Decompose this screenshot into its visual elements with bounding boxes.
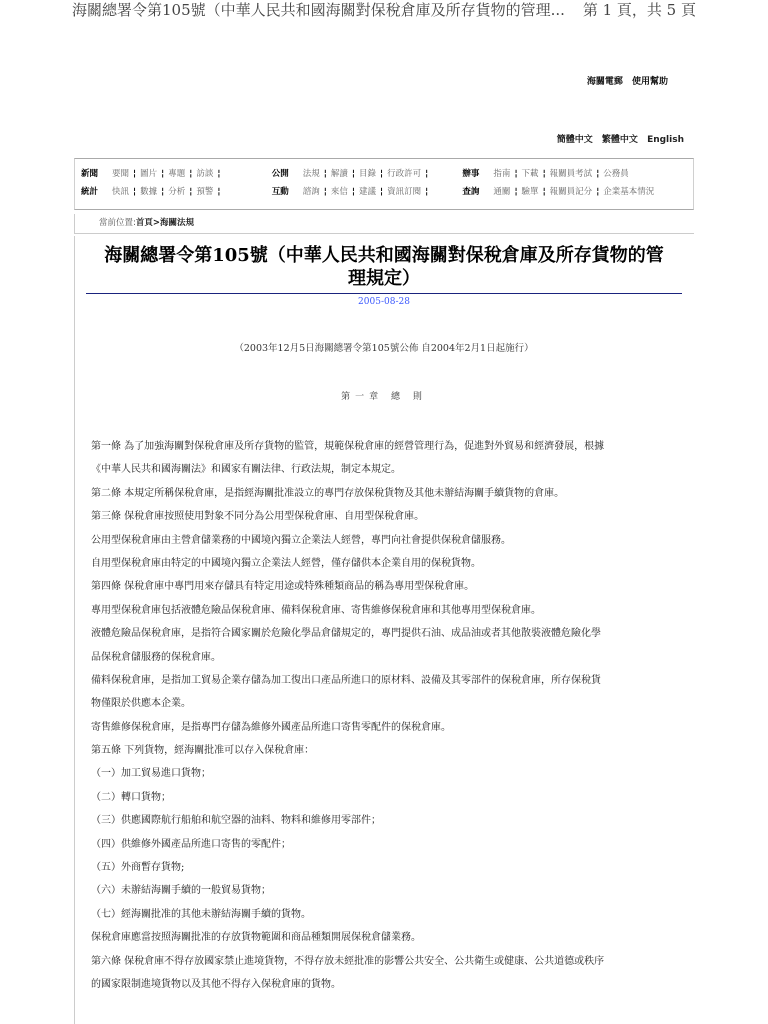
nav-group-interaction: 互動 諮詢 ¦ 來信 ¦ 建議 ¦ 資訊訂閱 ¦ [271,187,429,197]
body-line: （五）外商暫存貨物; [91,862,185,874]
article-body [91,435,691,996]
customs-email-link[interactable]: 海關電郵 [586,77,623,87]
body-line: 液體危險品保稅倉庫，是指符合國家關於危險化學品倉儲規定的，專門提供石油、成品油或者其他散裝液體危險化學 [91,628,601,640]
breadcrumb [74,214,694,234]
nav-head-query[interactable]: 查詢 [462,187,480,197]
body-line: （二）轉口貨物； [91,791,171,803]
nav-item[interactable]: 資訊訂閱 [387,187,422,197]
top-links [581,74,668,87]
breadcrumb-prefix: 當前位置: [99,218,136,228]
body-line: 第四條 保稅倉庫中專門用來存儲具有特定用途或特殊種類商品的稱為專用型保稅倉庫。 [91,581,475,593]
nav-row-2 [81,185,682,199]
nav-head-services[interactable]: 辦事 [462,169,480,179]
body-line: 第二條 本規定所稱保稅倉庫，是指經海關批准設立的專門存放保稅貨物及其他未辦結海關手續貨物的倉庫。 [91,487,565,499]
body-line: 專用型保稅倉庫包括液體危險品保稅倉庫、備料保稅倉庫、寄售維修保稅倉庫和其他專用型保稅倉庫。 [91,604,541,616]
help-link[interactable]: 使用幫助 [631,77,668,87]
nav-head-statistics[interactable]: 統計 [81,187,99,197]
nav-head-news[interactable]: 新聞 [81,169,99,179]
nav-item[interactable]: 訪談 [196,169,214,179]
nav-item[interactable]: 要聞 [112,169,130,179]
nav-item[interactable]: 快訊 [112,187,130,197]
body-line: 備料保稅倉庫，是指加工貿易企業存儲為加工復出口產品所進口的原材料、設備及其零部件的保稅倉庫，所存保稅貨 [91,674,601,686]
print-header [0,0,768,24]
body-line: 物僅限於供應本企業。 [91,698,191,710]
nav-row-1 [81,167,682,181]
nav-item[interactable]: 目錄 [358,169,376,179]
body-line: 保稅倉庫應當按照海關批准的存放貨物範圍和商品種類開展保稅倉儲業務。 [91,932,421,944]
print-page-number: 第 1 頁，共 5 頁 [582,1,696,19]
body-line: 自用型保稅倉庫由特定的中國境內獨立企業法人經營，僅存儲供本企業自用的保稅貨物。 [91,557,481,569]
body-line: 第五條 下列貨物，經海關批准可以存入保稅倉庫： [91,745,315,757]
nav-group-public: 公開 法規 ¦ 解讀 ¦ 目錄 ¦ 行政許可 ¦ [271,169,429,179]
nav-item[interactable]: 預警 [196,187,214,197]
body-line: 公用型保稅倉庫由主營倉儲業務的中國境內獨立企業法人經營，專門向社會提供保稅倉儲服務。 [91,534,511,546]
body-line: （一）加工貿易進口貨物； [91,768,211,780]
nav-group-query: 查詢 通關 ¦ 驗單 ¦ 報關員記分 ¦ 企業基本情況 [462,187,655,197]
lang-traditional-link[interactable]: 繁體中文 [601,135,638,145]
nav-item[interactable]: 報關員記分 [549,187,593,197]
nav-item[interactable]: 通關 [493,187,511,197]
nav-head-interaction[interactable]: 互動 [271,187,289,197]
lang-english-link[interactable]: English [647,135,684,145]
nav-item[interactable]: 專題 [168,169,186,179]
title-divider [86,293,682,294]
chapter-heading: 第一章 總 則 [341,392,427,402]
breadcrumb-path[interactable]: 首頁>海關法規 [135,218,194,228]
nav-item[interactable]: 企業基本情況 [603,187,655,197]
nav-group-services: 辦事 指南 ¦ 下載 ¦ 報關員考試 ¦ 公務員 [462,169,629,179]
lang-simplified-link[interactable]: 簡體中文 [556,135,593,145]
language-links [551,132,684,145]
nav-item[interactable]: 來信 [330,187,348,197]
nav-group-news: 新聞 要聞 ¦ 圖片 ¦ 專題 ¦ 訪談 ¦ [81,169,221,179]
article-title-line-1: 海關總署令第105號（中華人民共和國海關對保稅倉庫及所存貨物的管 [104,245,664,266]
nav-item[interactable]: 建議 [358,187,376,197]
nav-item[interactable]: 數據 [140,187,158,197]
body-line: 的國家限制進境貨物以及其他不得存入保稅倉庫的貨物。 [91,978,341,990]
nav-item[interactable]: 分析 [168,187,186,197]
article-title-line-2: 理規定） [348,268,420,289]
body-line: 第三條 保稅倉庫按照使用對象不同分為公用型保稅倉庫、自用型保稅倉庫。 [91,511,425,523]
article-date: 2005-08-28 [358,297,410,307]
nav-item[interactable]: 驗單 [521,187,539,197]
nav-item[interactable]: 法規 [302,169,320,179]
nav-item[interactable]: 圖片 [140,169,158,179]
body-line: （四）供維修外國產品所進口寄售的零配件； [91,838,291,850]
body-line: 寄售維修保稅倉庫，是指專門存儲為維修外國產品所進口寄售零配件的保稅倉庫。 [91,721,451,733]
print-doc-title: 海關總署令第105號（中華人民共和國海關對保稅倉庫及所存貨物的管理... [72,1,565,19]
nav-item[interactable]: 下載 [521,169,539,179]
nav-item[interactable]: 報關員考試 [549,169,593,179]
body-line: （七）經海關批准的其他未辦結海關手續的貨物。 [91,908,311,920]
article-title [86,244,682,290]
body-line: （三）供應國際航行船舶和航空器的油料、物料和維修用零部件； [91,815,381,827]
body-line: 《中華人民共和國海關法》和國家有關法律、行政法規，制定本規定。 [91,464,401,476]
nav-item[interactable]: 指南 [493,169,511,179]
nav-group-statistics: 統計 快訊 ¦ 數據 ¦ 分析 ¦ 預警 ¦ [81,187,221,197]
body-line: （六）未辦結海關手續的一般貿易貨物； [91,885,271,897]
nav-head-public[interactable]: 公開 [271,169,289,179]
body-line: 第一條 為了加強海關對保稅倉庫及所存貨物的監管，規範保稅倉庫的經營管理行為，促進對外貿易和經濟發展，根據 [91,441,605,452]
body-line: 第六條 保稅倉庫不得存放國家禁止進境貨物，不得存放未經批准的影響公共安全、公共衛生或健康、公共道德或秩序 [91,955,605,967]
promulgation-note: （2003年12月5日海關總署令第105號公佈 自2004年2月1日起施行） [234,343,534,354]
nav-item[interactable]: 公務員 [603,169,629,179]
nav-item[interactable]: 諮詢 [302,187,320,197]
nav-item[interactable]: 解讀 [330,169,348,179]
main-navigation [74,158,694,210]
body-line: 品保稅倉儲服務的保稅倉庫。 [91,651,221,663]
nav-item[interactable]: 行政許可 [387,169,422,179]
